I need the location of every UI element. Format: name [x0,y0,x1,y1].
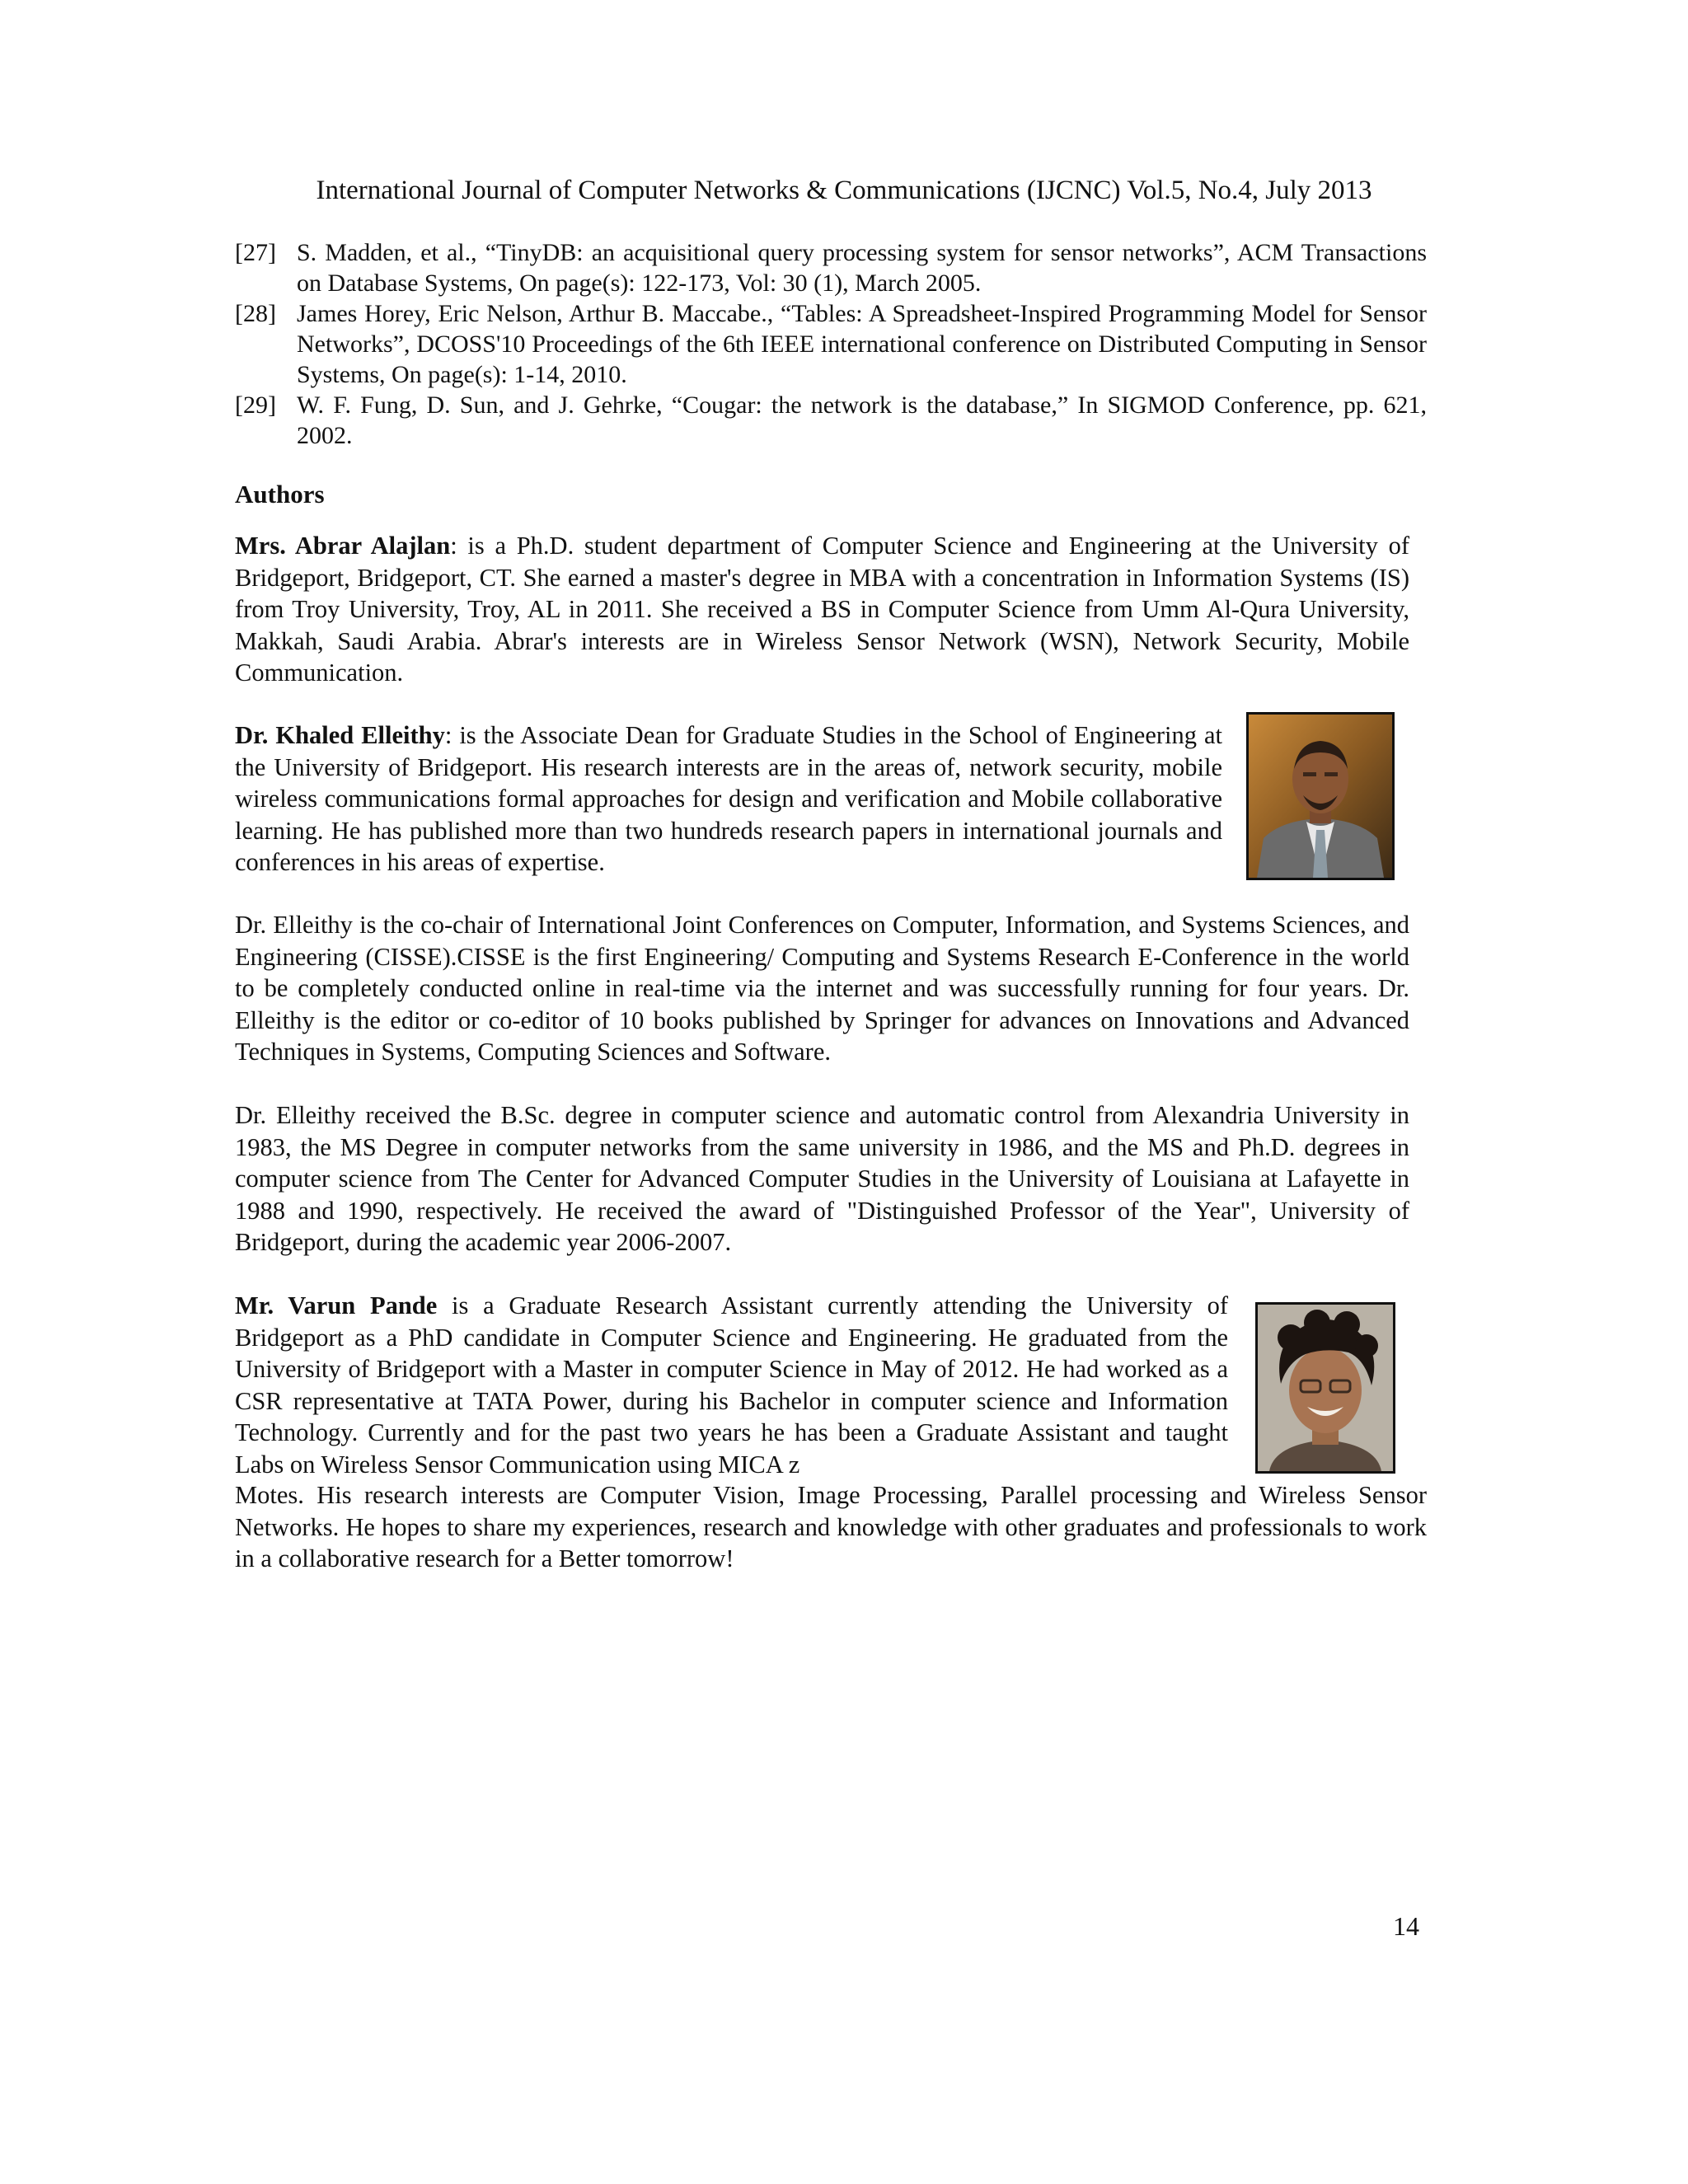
reference-item [235,390,1427,451]
portrait-image [1249,715,1392,878]
author-photo-khaled [1246,712,1395,880]
author-bio-text: : is a Ph.D. student department of Computer Science and Engineering at the University of Bridgeport, Bridgeport, CT. She earned a master's degree in MBA with a concentration in Information Systems (IS) from Troy University, Troy, AL in 2011. She received a BS in Computer Science from Umm Al-Qura University, Makkah, Saudi Arabia. Abrar's interests are in Wireless Sensor Network (WSN), Network Security, Mobile Communication. [235,532,1410,687]
reference-number: [27] [235,239,276,266]
author-bio-khaled-intro [235,719,1222,879]
reference-text: S. Madden, et al., “TinyDB: an acquisitional query processing system for sensor networks”, ACM Transactions on Database Systems, On page(s): 122-173, Vol: 30 (1), March 2005. [297,239,1427,297]
reference-number: [28] [235,300,276,327]
author-bio-khaled-cochair: Dr. Elleithy is the co-chair of International Joint Conferences on Computer, Information, and Systems Sciences, and Engineering (CISSE).CISSE is the first Engineering/ Computing and Systems Research E-Conference in the world to be completely conducted online in real-time via the internet and was successfully running for four years. Dr. Elleithy is the editor or co-editor of 10 books published by Springer for advances on Innovations and Advanced Techniques in Systems, Computing Sciences and Software. [235,911,1409,1066]
reference-number: [29] [235,391,276,419]
portrait-image [1258,1305,1393,1471]
authors-heading: Authors [235,480,325,509]
author-bio-text: : is the Associate Dean for Graduate Studies in the School of Engineering at the University of Bridgeport. His research interests are in the areas of, network security, mobile wireless communications formal approaches for design and verification and Mobile collaborative learning. He has published more than two hundreds research papers in international journals and conferences in his areas of expertise. [235,721,1222,876]
running-head: International Journal of Computer Networks & Communications (IJCNC) Vol.5, No.4, July 2013 [316,176,1372,205]
author-bio-varun-bottom: Motes. His research interests are Computer Vision, Image Processing, Parallel processing and Wireless Sensor Networks. He hopes to share my experiences, research and knowledge with other graduates and professionals to work in a collaborative research for a Better tomorrow! [235,1481,1427,1572]
author-bio-khaled-degrees: Dr. Elleithy received the B.Sc. degree in computer science and automatic control from Alexandria University in 1983, the MS Degree in computer networks from the same university in 1986, and the MS and Ph.D. degrees in computer science from The Center for Advanced Computer Studies in the University of Louisiana at Lafayette in 1988 and 1990, respectively. He received the award of "Distinguished Professor of the Year", University of Bridgeport, during the academic year 2006-2007. [235,1101,1409,1256]
reference-item [235,298,1427,390]
author-bio-abrar [235,530,1409,689]
author-photo-varun [1255,1302,1395,1474]
page-number: 14 [1393,1911,1419,1941]
author-bio-varun-top [235,1290,1228,1480]
author-name: Mr. Varun Pande [235,1291,438,1319]
author-bio-text: is a Graduate Research Assistant currently attending the University of Bridgeport as a PhD candidate in Computer Science and Engineering. He graduated from the University of Bridgeport with a Master in computer Science in May of 2012. He had worked as a CSR representative at TATA Power, during his Bachelor in computer science and Information Technology. Currently and for the past two years he has been a Graduate Assistant and taught Labs on Wireless Sensor Communication using MICA z [235,1291,1228,1479]
reference-text: W. F. Fung, D. Sun, and J. Gehrke, “Cougar: the network is the database,” In SIGMOD Conference, pp. 621, 2002. [297,391,1427,449]
reference-list [235,237,1427,451]
author-name: Dr. Khaled Elleithy [235,721,445,749]
reference-text: James Horey, Eric Nelson, Arthur B. Maccabe., “Tables: A Spreadsheet-Inspired Programming Model for Sensor Networks”, DCOSS'10 Proceedings of the 6th IEEE international conference on Distributed Computing in Sensor Systems, On page(s): 1-14, 2010. [297,300,1427,388]
reference-item [235,237,1427,298]
author-name: Mrs. Abrar Alajlan [235,532,451,560]
